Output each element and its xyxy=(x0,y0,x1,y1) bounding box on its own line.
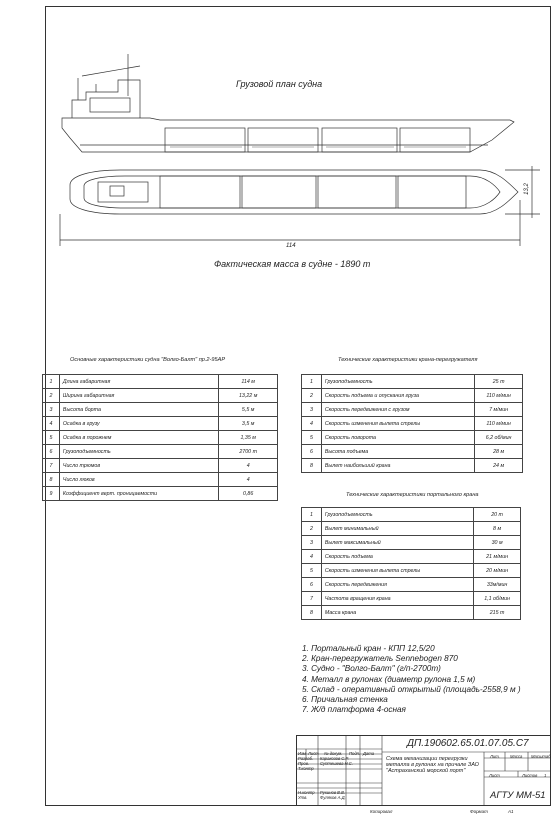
row-value: 20 м/мин xyxy=(474,564,521,578)
drawing-description: Схема механизации перегрузки металла в рулонах на причале ЗАО "Астраханский морской порт" xyxy=(386,756,479,775)
row-name: Число трюмов xyxy=(59,459,218,473)
plan-title: Грузовой план судна xyxy=(236,79,323,89)
table-row xyxy=(302,522,521,536)
table-row xyxy=(302,431,523,445)
legend-item: 3. Судно - "Волго-Балт" (г/п-2700т) xyxy=(302,664,441,674)
col-date: Дата xyxy=(363,751,375,756)
row-name: Масса крана xyxy=(321,606,473,620)
row-name: Скорость передвижения xyxy=(321,578,473,592)
table-row xyxy=(302,375,523,389)
row-number: 5 xyxy=(302,431,322,445)
row-name: Частота вращения крана xyxy=(321,592,473,606)
row-name: Ширина габаритная xyxy=(59,389,218,403)
row-number: 8 xyxy=(302,606,322,620)
col-sign: Подп. xyxy=(349,751,361,756)
row-value: 20 т xyxy=(474,508,521,522)
row-name: Осадка в порожнем xyxy=(59,431,218,445)
table-row xyxy=(302,606,521,620)
organization: АГТУ ММ-51 xyxy=(490,790,546,801)
row-number: 8 xyxy=(302,459,322,473)
row-name: Число люков xyxy=(59,473,218,487)
row-value: 7 м/мин xyxy=(475,403,523,417)
row-value: 4 xyxy=(219,473,278,487)
table-row xyxy=(302,536,521,550)
legend-item: 7. Ж/д платформа 4-осная xyxy=(302,705,406,715)
row-number: 4 xyxy=(302,417,322,431)
row-name: Коэффициент верт. проницаемости xyxy=(59,487,218,501)
table-row xyxy=(302,550,521,564)
name-developer: Каракозов С.Р. xyxy=(320,756,349,761)
legend-item: 6. Причальная стенка xyxy=(302,695,388,705)
name-checker: Суптешева Н.С. xyxy=(320,761,353,766)
legend-item: 1. Портальный кран - КПП 12,5/20 xyxy=(302,644,435,653)
row-name: Скорость изменения вылета стрелы xyxy=(321,417,474,431)
row-name: Грузоподъемность xyxy=(321,375,474,389)
row-number: 6 xyxy=(302,578,322,592)
row-number: 1 xyxy=(302,375,322,389)
role-checker: Пров. xyxy=(298,761,310,766)
row-number: 5 xyxy=(302,564,322,578)
legend-item: 4. Металл в рулонах (диаметр рулона 1,5 м) xyxy=(302,674,476,684)
row-value: 6,2 об/мин xyxy=(475,431,523,445)
row-number: 2 xyxy=(302,522,322,536)
row-number: 1 xyxy=(302,508,322,522)
table-row xyxy=(43,403,278,417)
role-approver: Утв. xyxy=(298,795,308,800)
row-number: 6 xyxy=(302,445,322,459)
row-value: 8 м xyxy=(474,522,521,536)
row-number: 1 xyxy=(43,375,60,389)
row-number: 3 xyxy=(43,403,60,417)
table-row xyxy=(43,487,278,501)
portal-table xyxy=(301,507,521,620)
name-ncontrol: Рукинов В.В. xyxy=(320,790,346,795)
name-approver: Фуляков А.Д. xyxy=(320,795,346,800)
row-value: 33м/мин xyxy=(474,578,521,592)
ship-table-caption: Основные характеристики судна "Волго-Балт" пр.2-95АР xyxy=(70,357,226,363)
ship-table xyxy=(42,374,278,501)
table-row xyxy=(43,445,278,459)
width-dimension: 13,2 xyxy=(523,183,530,195)
table-row xyxy=(43,459,278,473)
length-dimension: 114 xyxy=(286,243,296,249)
row-name: Вылет минимальный xyxy=(321,522,473,536)
legend-list xyxy=(302,644,521,715)
legend-item: 5. Склад - оперативный открытый (площадь-2558,9 м ) xyxy=(302,684,521,694)
table-row xyxy=(43,431,278,445)
table-row xyxy=(302,508,521,522)
hatch-1 xyxy=(160,176,240,208)
row-number: 2 xyxy=(302,389,322,403)
row-number: 8 xyxy=(43,473,60,487)
row-name: Вылет максимальный xyxy=(321,536,473,550)
legend-item: 2. Кран-перегружатель Sennebogen 870 xyxy=(302,654,458,664)
row-value: 0,86 xyxy=(219,487,278,501)
role-tcontrol: Т.контр xyxy=(298,766,314,771)
row-name: Скорость изменения вылета стрелы xyxy=(321,564,473,578)
stamp-sheets: Листов xyxy=(522,773,538,778)
col-list: Лист xyxy=(308,751,319,756)
row-value: 28 м xyxy=(475,445,523,459)
row-number: 9 xyxy=(43,487,60,501)
row-name: Скорость поворота xyxy=(321,431,474,445)
row-number: 2 xyxy=(43,389,60,403)
row-name: Скорость подъема xyxy=(321,550,473,564)
table-row xyxy=(302,564,521,578)
table-row xyxy=(302,445,523,459)
footer-format-value: А1 xyxy=(508,809,514,814)
row-number: 4 xyxy=(43,417,60,431)
table-row xyxy=(302,578,521,592)
row-value: 110 м/мин xyxy=(475,389,523,403)
stamp-mass: Масса xyxy=(510,754,523,759)
table-row xyxy=(302,417,523,431)
row-name: Высота подъема xyxy=(321,445,474,459)
row-number: 7 xyxy=(302,592,322,606)
row-value: 1,35 м xyxy=(219,431,278,445)
col-izm: Изм xyxy=(298,751,306,756)
hatch-3 xyxy=(318,176,396,208)
table-row xyxy=(302,403,523,417)
table-row xyxy=(43,417,278,431)
table-row xyxy=(302,389,523,403)
table-row xyxy=(43,473,278,487)
row-name: Грузоподъемность xyxy=(321,508,473,522)
row-value: 13,22 м xyxy=(219,389,278,403)
row-number: 7 xyxy=(43,459,60,473)
row-value: 2700 т xyxy=(219,445,278,459)
footer-format: Формат xyxy=(470,809,488,814)
row-name: Длина габаритная xyxy=(59,375,218,389)
row-value: 215 т xyxy=(474,606,521,620)
row-value: 114 м xyxy=(219,375,278,389)
crane-table xyxy=(301,374,523,473)
row-name: Грузоподъемность xyxy=(59,445,218,459)
row-value: 1,1 об/мин xyxy=(474,592,521,606)
row-value: 21 м/мин xyxy=(474,550,521,564)
row-number: 6 xyxy=(43,445,60,459)
row-number: 3 xyxy=(302,403,322,417)
row-value: 3,5 м xyxy=(219,417,278,431)
table-row xyxy=(43,375,278,389)
col-doc: № докум. xyxy=(324,751,343,756)
row-value: 4 xyxy=(219,459,278,473)
title-block xyxy=(296,735,551,806)
row-value: 24 м xyxy=(475,459,523,473)
row-number: 4 xyxy=(302,550,322,564)
row-number: 5 xyxy=(43,431,60,445)
footer-copied: Копировал xyxy=(370,809,393,814)
stamp-scale: Масштаб xyxy=(531,754,551,759)
hatch-2 xyxy=(242,176,316,208)
row-value: 110 м/мин xyxy=(475,417,523,431)
portal-table-caption: Технические характеристики портального крана xyxy=(346,492,479,498)
row-name: Вылет наибольший крана xyxy=(321,459,474,473)
row-name: Скорость подъема и опускания груза xyxy=(321,389,474,403)
table-row xyxy=(43,389,278,403)
row-value: 25 т xyxy=(475,375,523,389)
row-name: Скорость передвижения с грузом xyxy=(321,403,474,417)
role-ncontrol: Н.контр xyxy=(298,790,315,795)
row-number: 3 xyxy=(302,536,322,550)
crane-table-caption: Технические характеристики крана-перегружателя xyxy=(338,357,478,363)
table-row xyxy=(302,592,521,606)
row-name: Осадка в грузу xyxy=(59,417,218,431)
row-value: 30 м xyxy=(474,536,521,550)
table-row xyxy=(302,459,523,473)
row-value: 5,5 м xyxy=(219,403,278,417)
stamp-sheets-value: 1 xyxy=(544,773,547,778)
row-name: Высота борта xyxy=(59,403,218,417)
hull-top-view xyxy=(70,170,518,214)
stamp-lit: Лит. xyxy=(490,754,500,759)
drawing-code: ДП.190602.65.01.07.05.С7 xyxy=(407,738,529,749)
hatch-4 xyxy=(398,176,466,208)
stamp-sheet: Лист xyxy=(489,773,500,778)
mass-note: Фактическая масса в судне - 1890 т xyxy=(214,259,371,269)
role-developer: Разраб. xyxy=(298,756,314,761)
